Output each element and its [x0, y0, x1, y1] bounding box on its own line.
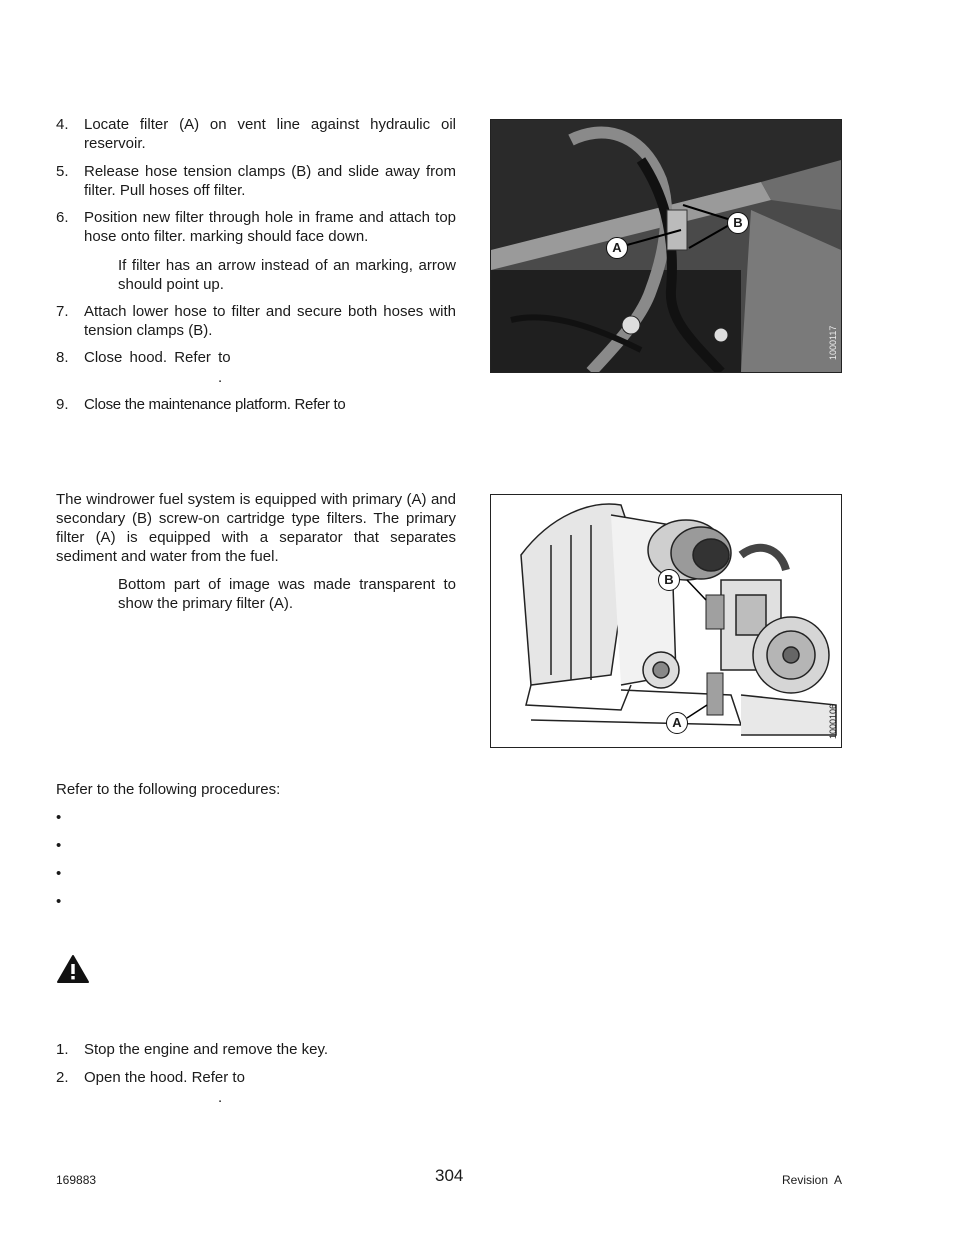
step-text: Locate filter (A) on vent line against hydraulic oil reservoir.	[84, 116, 456, 152]
callout-b: B	[658, 569, 680, 591]
step-number: 2.	[56, 1069, 69, 1086]
figure-id: 1000117	[828, 325, 838, 360]
warning-icon	[56, 954, 90, 984]
bullet: •	[56, 809, 62, 826]
callout-b: B	[727, 212, 749, 234]
step-number: 7.	[56, 303, 69, 320]
callout-a: A	[606, 237, 628, 259]
bullet: •	[56, 893, 62, 910]
figure-fuel-filters	[490, 494, 842, 748]
callout-a: A	[666, 712, 688, 734]
step-6	[56, 208, 456, 246]
step-number: 6.	[56, 209, 69, 226]
step-2	[56, 1068, 456, 1087]
figure-vent-filter	[490, 119, 842, 373]
period: .	[218, 369, 223, 386]
step-5	[56, 162, 456, 200]
step-number: 9.	[56, 396, 69, 413]
document-number: 169883	[56, 1173, 97, 1187]
engine-line-drawing	[491, 495, 841, 747]
step-text: Position new filter through hole in frame and attach top hose onto filter. marking should face down.	[84, 209, 456, 245]
figure-id: 1000106	[828, 703, 838, 739]
step-4	[56, 115, 456, 153]
step-text: Attach lower hose to filter and secure both hoses with tension clamps (B).	[84, 303, 456, 339]
page-number: 304	[435, 1166, 464, 1185]
bullet: •	[56, 865, 62, 882]
step-7	[56, 302, 456, 340]
step-number: 8.	[56, 349, 69, 366]
bullet: •	[56, 837, 62, 854]
step-number: 1.	[56, 1041, 69, 1058]
step-text: Stop the engine and remove the key.	[84, 1041, 329, 1058]
step-text: Close the maintenance platform. Refer to	[84, 396, 346, 413]
step-number: 5.	[56, 163, 69, 180]
step-1	[56, 1040, 456, 1059]
step-text: Close hood. Refer to	[84, 349, 231, 366]
step-9	[56, 395, 456, 414]
step-number: 4.	[56, 116, 69, 133]
revision-label: Revision A	[782, 1173, 843, 1187]
period: .	[218, 1089, 223, 1106]
vent-filter-photo	[491, 120, 841, 372]
step-8	[56, 348, 456, 367]
note-filter-arrow: If filter has an arrow instead of an marking, arrow should point up.	[118, 257, 456, 293]
step-text: Release hose tension clamps (B) and slide away from filter. Pull hoses off filter.	[84, 163, 456, 199]
note-transparent-image: Bottom part of image was made transparent to show the primary filter (A).	[118, 576, 456, 612]
fuel-system-description: The windrower fuel system is equipped with primary (A) and secondary (B) screw-on cartridge type filters. The primary filter (A) is equipped with a separator that separates sediment and water from the fuel.	[56, 491, 456, 565]
refer-procedures-text: Refer to the following procedures:	[56, 781, 281, 798]
step-text: Open the hood. Refer to	[84, 1069, 245, 1086]
